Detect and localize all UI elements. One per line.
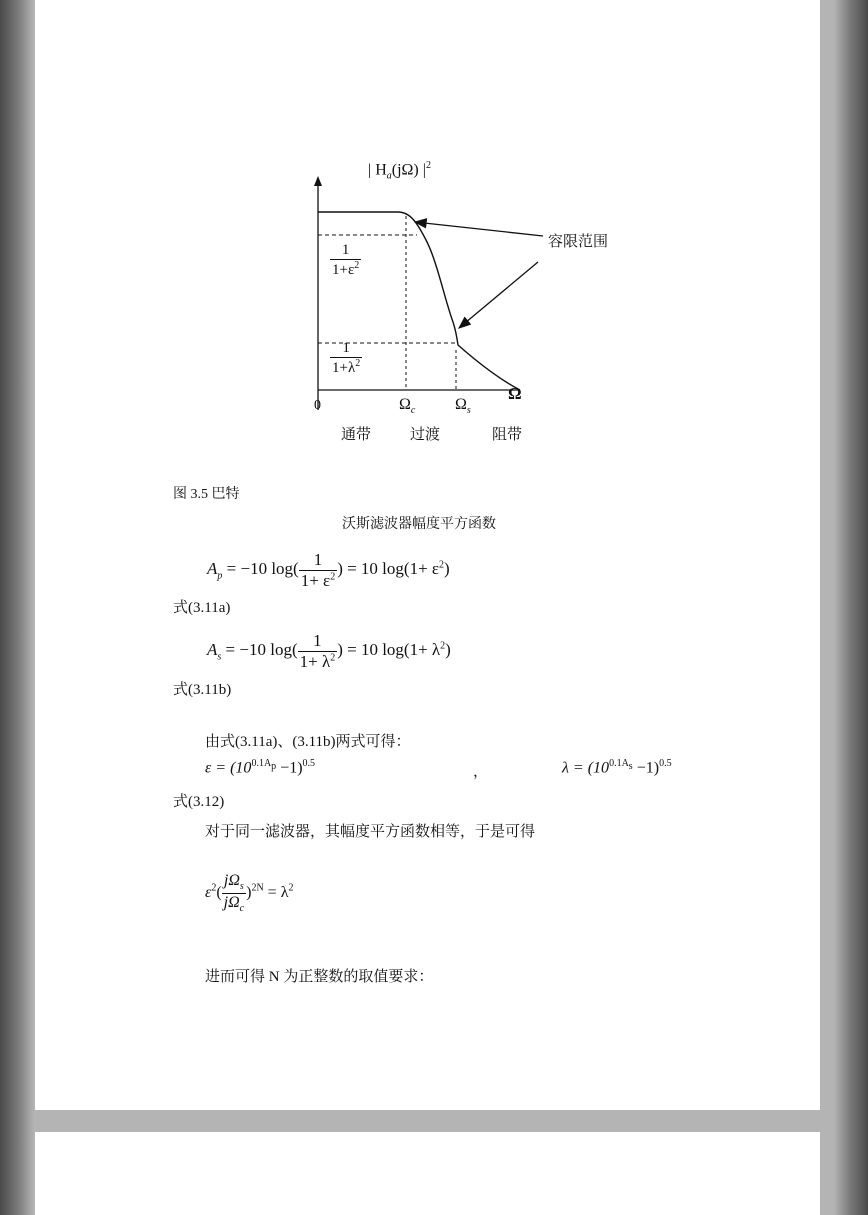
- tolerance-arrow-2: [459, 262, 538, 328]
- passband-label: 通带: [341, 425, 372, 443]
- figure-caption-line1: 图 3.5 巴特: [173, 487, 240, 502]
- stopband-label: 阻带: [492, 425, 523, 443]
- equation-3-12-comma: ，: [473, 764, 489, 780]
- stopband-level-label: $\frac{1}{1+\lambda^2}$: [332, 340, 361, 377]
- butterworth-figure: [35, 0, 820, 460]
- transition-label: 过渡: [410, 425, 441, 443]
- omega-c-label: $\Omega_c$: [399, 396, 416, 417]
- equation-3-12-lambda: $\lambda = (10^{0.1A_s} -1)^{0.5}$: [562, 758, 672, 777]
- figure-caption-line2: 沃斯滤波器幅度平方函数: [342, 517, 496, 532]
- conclusion-text: 进而可得 N 为正整数的取值要求：: [205, 969, 434, 985]
- omega-s-label: $\Omega_s$: [455, 396, 471, 417]
- same-filter-text: 对于同一滤波器，其幅度平方函数相等，于是可得: [205, 824, 536, 840]
- document-page-1: [35, 0, 820, 1110]
- equation-3-11a: $A_p = -10$ log( $\frac{1}{1+ \varepsilon^2}$ ) = 10 $\log(1+ \varepsilon^2)$: [207, 550, 450, 590]
- omega-axis-label: Ω: [508, 384, 522, 403]
- passband-level-label: $\frac{1}{1+\varepsilon^2}$: [332, 242, 360, 279]
- tolerance-arrow-1: [415, 222, 543, 236]
- equation-order: $\varepsilon^2$( $\frac{j\Omega_s}{j\Omega_c}$ )$^{2N} = \lambda^2$: [205, 872, 294, 914]
- document-page-2: [35, 1132, 820, 1215]
- equation-3-11a-label: 式(3.11a): [173, 600, 231, 616]
- equation-3-11b-label: 式(3.11b): [173, 682, 232, 698]
- y-axis-label: | $H_a(j\Omega)$ $|^2$: [368, 160, 431, 182]
- y-axis-arrow-icon: [314, 176, 322, 186]
- equation-3-11b: $A_s = -10$ log( $\frac{1}{1+ \lambda^2}$ ) = 10 $\log(1+ \lambda^2)$: [207, 631, 451, 671]
- equation-3-12-epsilon: $\varepsilon = (10^{0.1A_p} -1)^{0.5}$: [205, 758, 316, 777]
- tolerance-label: 容限范围: [548, 232, 609, 250]
- derivation-text: 由式(3.11a)、(3.11b)两式可得：: [205, 734, 411, 750]
- equation-3-12-label: 式(3.12): [173, 794, 225, 810]
- origin-label: 0: [314, 398, 321, 413]
